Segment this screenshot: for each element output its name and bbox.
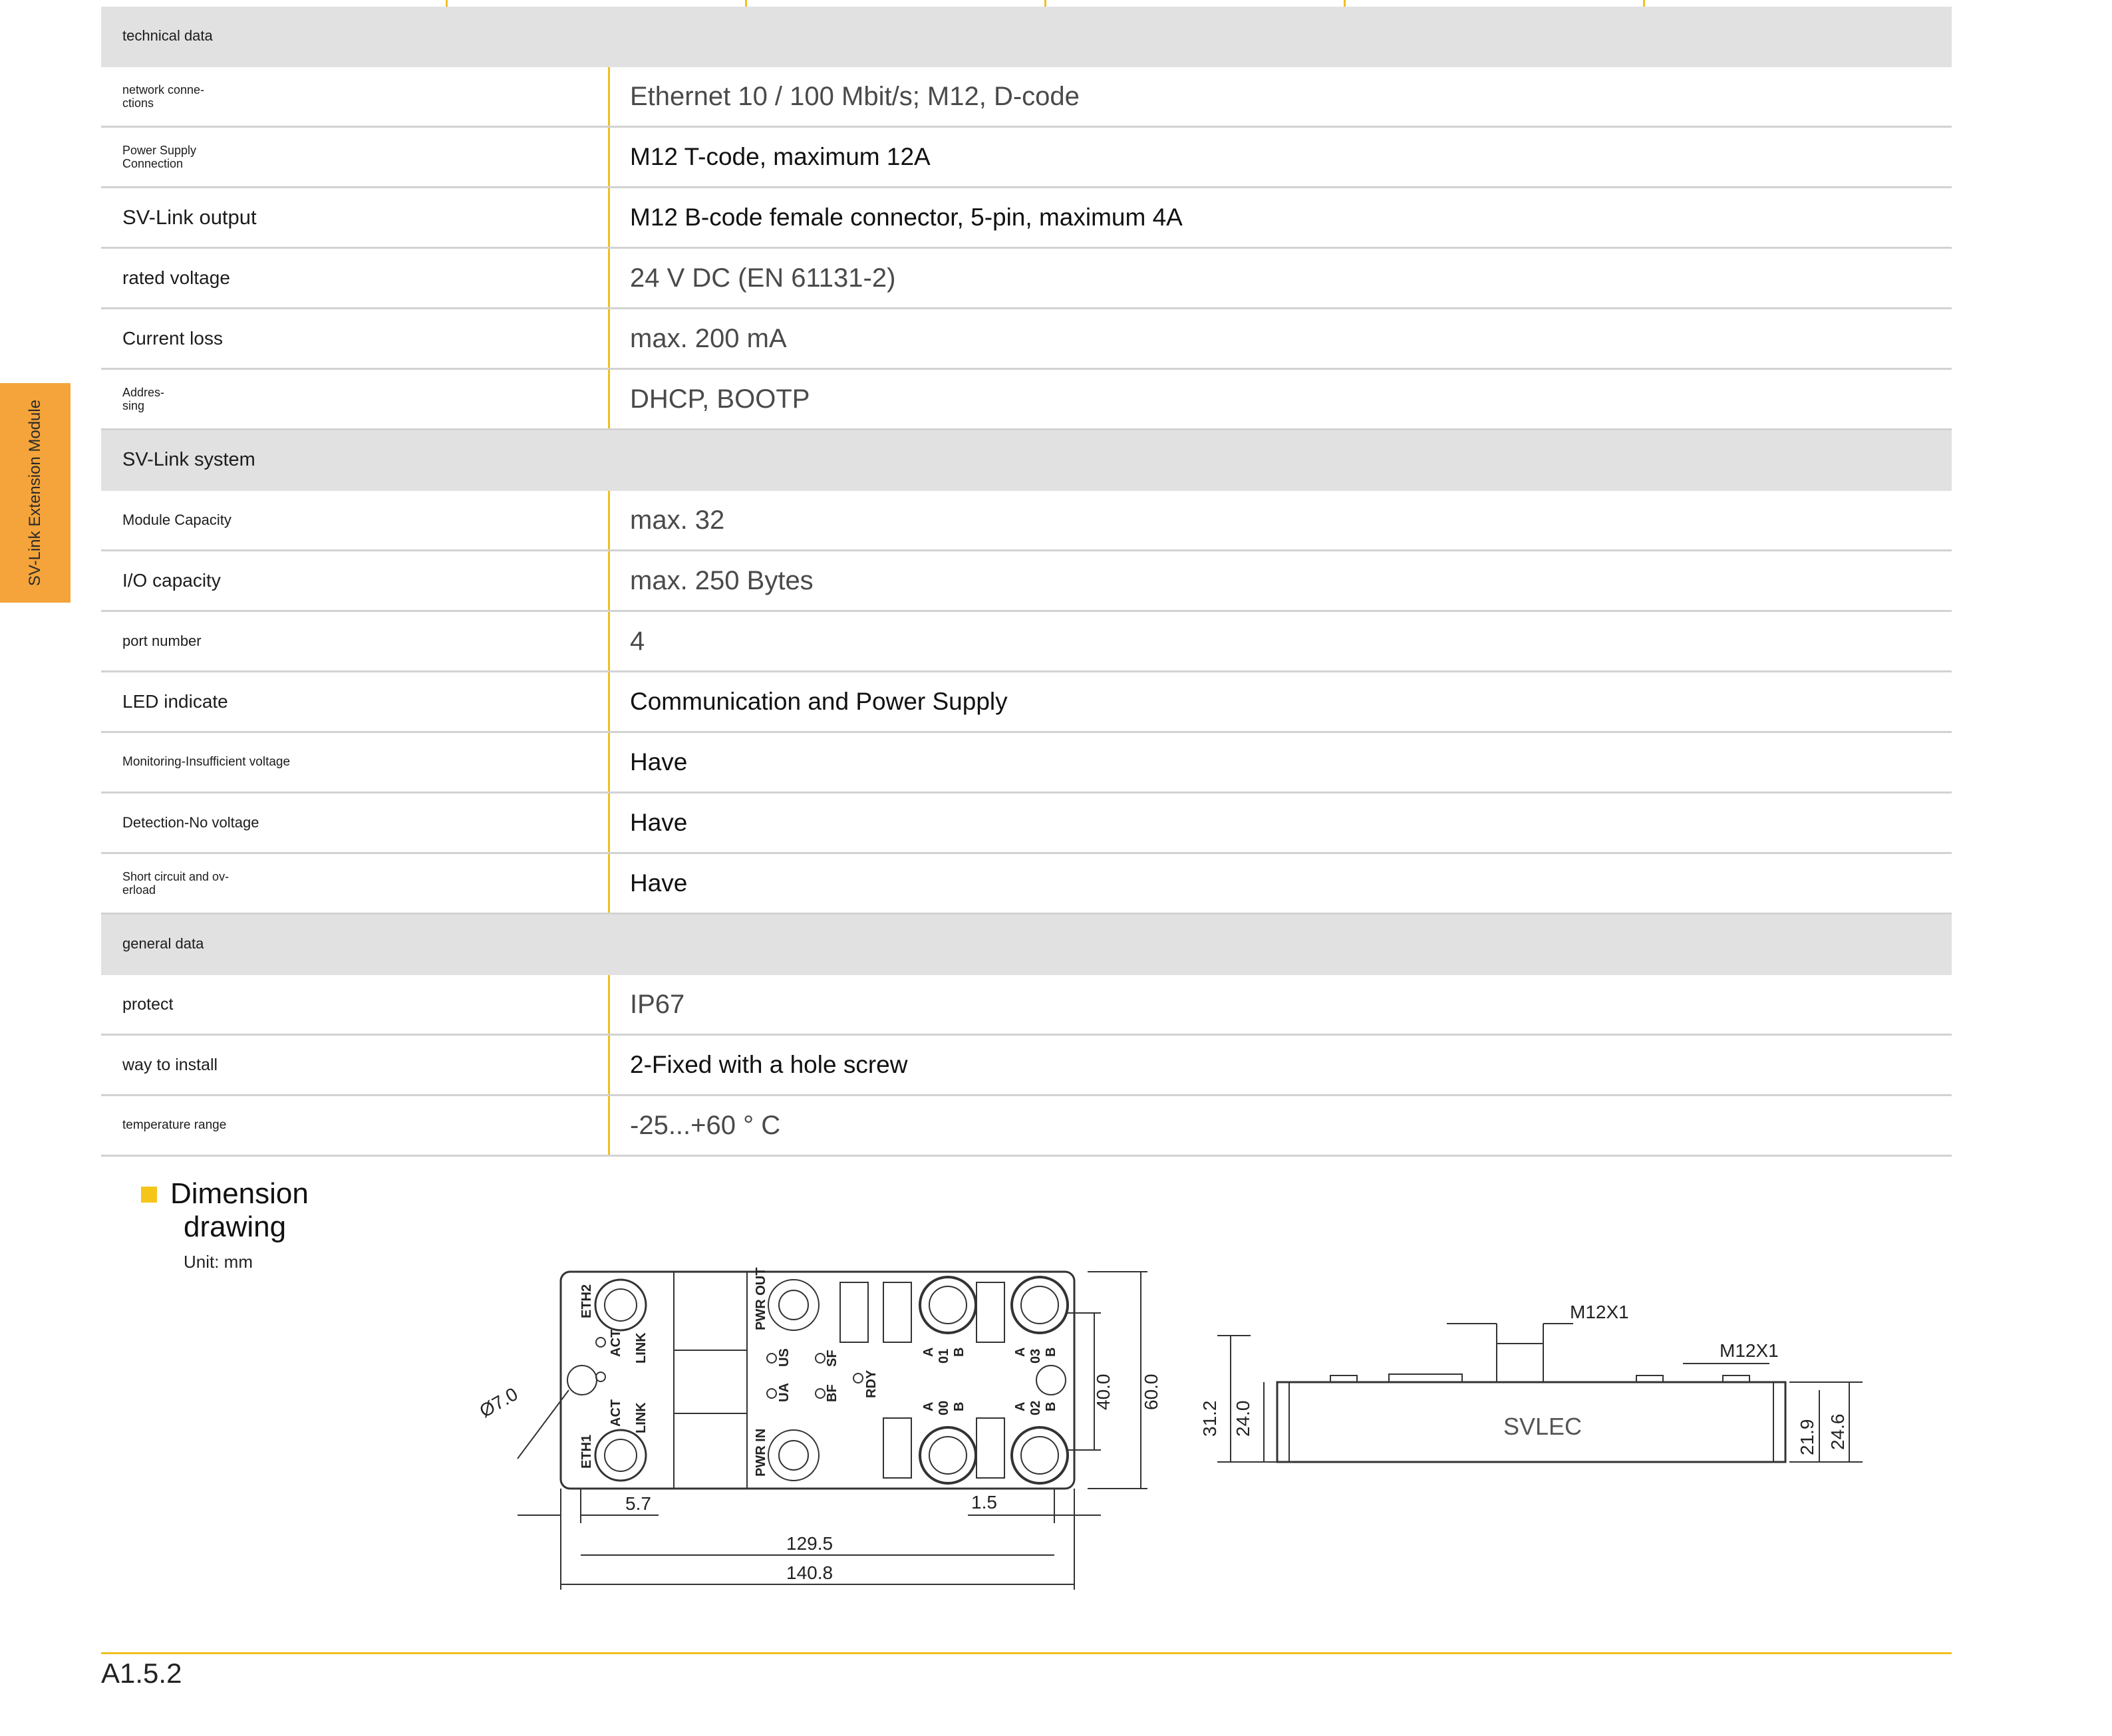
svg-text:00: 00 — [937, 1400, 951, 1415]
thread-top-label: M12X1 — [1570, 1302, 1629, 1322]
height-inner-label: 40.0 — [1093, 1374, 1114, 1410]
row-rated-voltage — [101, 249, 1952, 309]
row-label: Monitoring-Insufficient voltage — [122, 755, 291, 769]
page-number: A1.5.2 — [101, 1658, 182, 1689]
row-led — [101, 672, 1952, 733]
row-value: max. 32 — [608, 491, 1952, 549]
brand-label: SVLEC — [1503, 1413, 1583, 1440]
row-label: Current loss — [122, 328, 223, 349]
svg-text:BF: BF — [825, 1384, 839, 1402]
section-general — [101, 915, 1952, 975]
dimension-drawing — [466, 1257, 1916, 1616]
row-temperature — [101, 1096, 1952, 1157]
section-system — [101, 430, 1952, 491]
row-value: -25...+60 ° C — [608, 1096, 1952, 1155]
row-network — [101, 67, 1952, 128]
svg-text:A: A — [921, 1401, 936, 1411]
svg-text:B: B — [952, 1347, 967, 1357]
row-value: 24 V DC (EN 61131-2) — [608, 249, 1952, 307]
eth1-connector — [595, 1430, 646, 1481]
row-port-number — [101, 612, 1952, 672]
svg-text:A: A — [1013, 1347, 1028, 1357]
section-technical — [101, 7, 1952, 67]
row-value: IP67 — [608, 975, 1952, 1034]
svg-text:B: B — [1044, 1401, 1058, 1411]
dimension-unit: Unit: mm — [184, 1252, 253, 1272]
side-tab — [0, 383, 71, 603]
hole-diameter-label: Ø7.0 — [476, 1383, 522, 1422]
svg-text:B: B — [1044, 1347, 1058, 1357]
row-value: max. 250 Bytes — [608, 551, 1952, 610]
svg-text:LINK: LINK — [634, 1332, 649, 1364]
inner-length-label: 129.5 — [786, 1533, 833, 1554]
row-label: Power Supply Connection — [122, 144, 197, 170]
row-value: max. 200 mA — [608, 309, 1952, 368]
pwr-in-label: PWR IN — [754, 1428, 768, 1477]
side-h2-label: 24.0 — [1233, 1400, 1253, 1437]
row-label: rated voltage — [122, 267, 230, 288]
svg-text:UA: UA — [777, 1383, 792, 1402]
row-label: port number — [122, 633, 202, 649]
row-protect — [101, 975, 1952, 1036]
row-value: 4 — [608, 612, 1952, 670]
svg-text:RDY: RDY — [864, 1370, 879, 1398]
top-tick-marks — [101, 0, 1952, 7]
row-install — [101, 1036, 1952, 1096]
section-title: technical data — [122, 27, 213, 44]
row-value: Have — [608, 794, 1952, 852]
thread-side-label: M12X1 — [1720, 1340, 1779, 1361]
row-label: Addres- sing — [122, 386, 165, 412]
row-detection — [101, 794, 1952, 854]
row-power — [101, 128, 1952, 188]
side-h3-label: 21.9 — [1797, 1419, 1817, 1455]
row-label: network conne- ctions — [122, 83, 205, 110]
row-value: Ethernet 10 / 100 Mbit/s; M12, D-code — [608, 67, 1952, 126]
pwr-out-label: PWR OUT — [754, 1267, 768, 1330]
row-label: I/O capacity — [122, 570, 221, 591]
row-label: SV-Link output — [122, 206, 257, 229]
row-current-loss — [101, 309, 1952, 370]
row-label: LED indicate — [122, 691, 228, 712]
row-value: Have — [608, 854, 1952, 913]
section-title: general data — [122, 935, 204, 952]
row-label: temperature range — [122, 1118, 227, 1132]
section-title: SV-Link system — [122, 448, 255, 470]
row-label: Module Capacity — [122, 511, 231, 528]
mounting-hole — [567, 1366, 597, 1395]
svg-text:ACT: ACT — [609, 1329, 623, 1357]
svg-text:01: 01 — [937, 1348, 951, 1364]
row-label: Detection-No voltage — [122, 814, 259, 831]
io-connector-2 — [1012, 1427, 1068, 1483]
row-io-capacity — [101, 551, 1952, 612]
row-label: protect — [122, 994, 174, 1014]
spec-table — [101, 7, 1952, 1157]
svg-text:02: 02 — [1028, 1400, 1043, 1415]
svg-text:LINK: LINK — [634, 1402, 649, 1433]
side-h1-label: 31.2 — [1199, 1400, 1220, 1437]
svg-text:SF: SF — [825, 1350, 839, 1367]
row-value: Communication and Power Supply — [608, 672, 1952, 731]
row-value: Have — [608, 733, 1952, 792]
row-label: Short circuit and ov- erload — [122, 870, 229, 897]
svg-text:A: A — [921, 1347, 936, 1357]
row-value: M12 T-code, maximum 12A — [608, 128, 1952, 186]
footer-divider — [101, 1652, 1952, 1654]
offset-right-label: 1.5 — [971, 1492, 997, 1513]
svg-text:US: US — [777, 1348, 792, 1367]
io-connector-0 — [920, 1427, 976, 1483]
row-value: 2-Fixed with a hole screw — [608, 1036, 1952, 1094]
eth1-label: ETH1 — [579, 1434, 594, 1469]
module-top-view — [561, 1272, 1074, 1489]
row-short-circuit — [101, 854, 1952, 915]
row-addressing — [101, 370, 1952, 430]
svg-text:ACT: ACT — [609, 1399, 623, 1427]
height-total-label: 60.0 — [1141, 1374, 1161, 1410]
side-h4-label: 24.6 — [1827, 1413, 1848, 1450]
pwr-in-connector — [768, 1430, 819, 1481]
offset-left-label: 5.7 — [625, 1493, 651, 1514]
total-length-label: 140.8 — [786, 1562, 833, 1583]
pwr-out-connector — [768, 1280, 819, 1330]
row-value: M12 B-code female connector, 5-pin, maximum 4A — [608, 188, 1952, 247]
bullet-icon — [141, 1187, 157, 1203]
io-connector-1 — [920, 1277, 976, 1333]
dimension-title: Dimension drawing — [170, 1177, 309, 1243]
row-module-capacity — [101, 491, 1952, 551]
svg-text:03: 03 — [1028, 1348, 1043, 1364]
row-label: way to install — [122, 1055, 218, 1074]
row-value: DHCP, BOOTP — [608, 370, 1952, 428]
side-connector — [1497, 1344, 1543, 1382]
eth2-label: ETH2 — [579, 1284, 594, 1318]
row-monitoring — [101, 733, 1952, 794]
eth2-connector — [595, 1280, 646, 1330]
io-connector-3 — [1012, 1277, 1068, 1333]
side-tab-label: SV-Link Extension Module — [26, 399, 44, 587]
svg-text:A: A — [1013, 1401, 1028, 1411]
row-svlink-output — [101, 188, 1952, 249]
svg-text:B: B — [952, 1401, 967, 1411]
label-plate — [674, 1272, 747, 1489]
